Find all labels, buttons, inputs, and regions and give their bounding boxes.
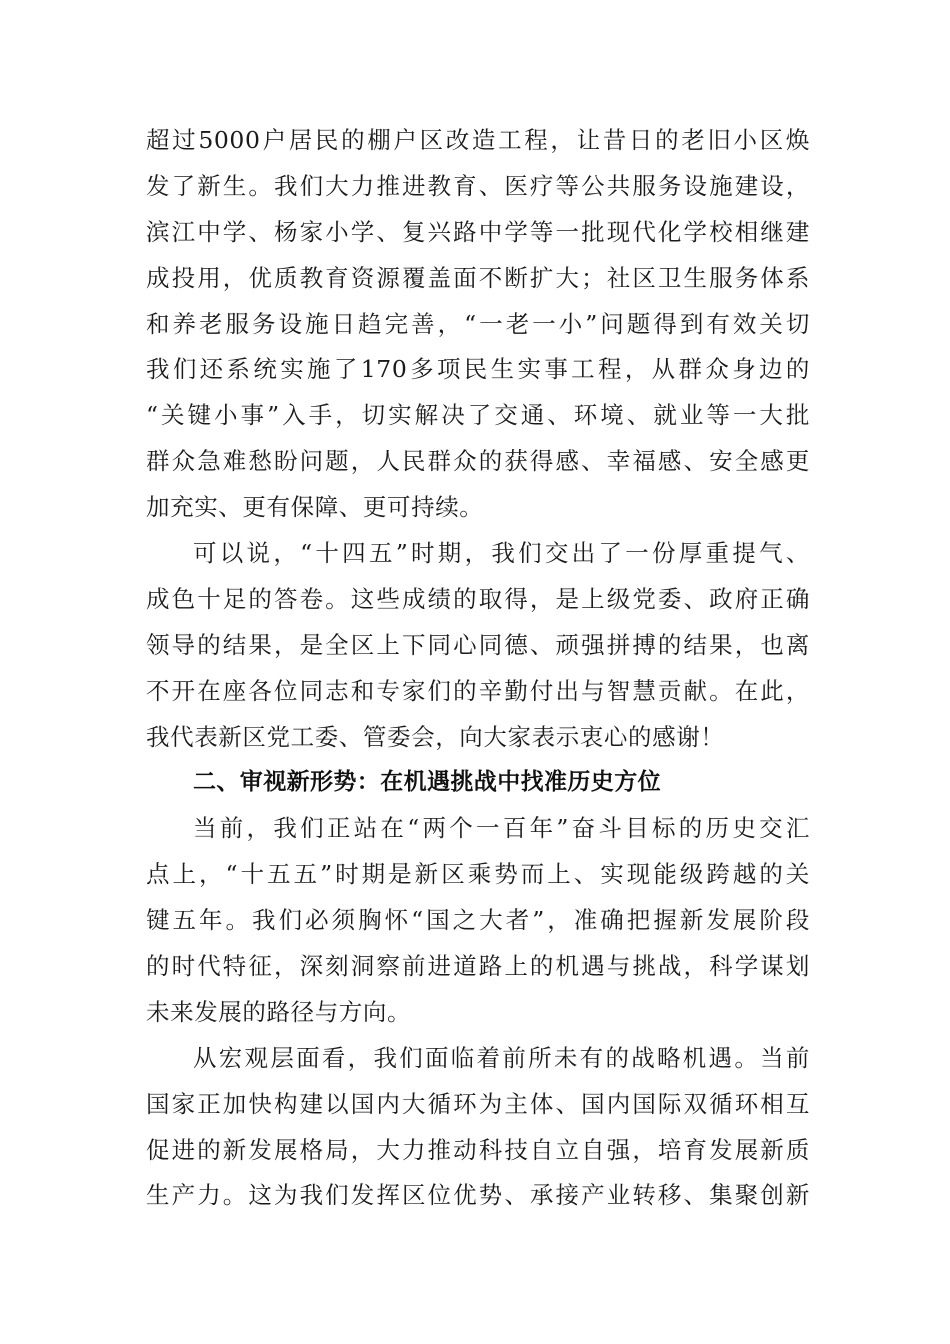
paragraph-line: 可以说，“十四五”时期，我们交出了一份厚重提气、 xyxy=(193,539,810,568)
paragraph-line: 滨江中学、杨家小学、复兴路中学等一批现代化学校相继建 xyxy=(146,217,810,246)
paragraph-line: 未来发展的路径与方向。 xyxy=(146,997,412,1026)
paragraph-line: 点上，“十五五”时期是新区乘势而上、实现能级跨越的关 xyxy=(146,860,810,889)
section-heading: 二、审视新形势：在机遇挑战中找准历史方位 xyxy=(193,769,661,796)
paragraph-line: 群众急难愁盼问题，人民群众的获得感、幸福感、安全感更 xyxy=(146,447,810,476)
paragraph-line: 超过5000户居民的棚户区改造工程，让昔日的老旧小区焕 xyxy=(146,126,810,154)
paragraph-line: 当前，我们正站在“两个一百年”奋斗目标的历史交汇 xyxy=(193,814,810,843)
document-body xyxy=(146,118,810,1219)
paragraph-line: 不开在座各位同志和专家们的辛勤付出与智慧贡献。在此， xyxy=(146,676,810,705)
paragraph-line: 成色十足的答卷。这些成绩的取得，是上级党委、政府正确 xyxy=(146,584,810,613)
paragraph-line: 键五年。我们必须胸怀“国之大者”，准确把握新发展阶段 xyxy=(146,906,810,935)
paragraph-3 xyxy=(146,806,810,1035)
paragraph-line: 发了新生。我们大力推进教育、医疗等公共服务设施建设， xyxy=(146,171,810,200)
paragraph-line: 领导的结果，是全区上下同心同德、顽强拼搏的结果，也离 xyxy=(146,630,810,659)
paragraph-line: 成投用，优质教育资源覆盖面不断扩大；社区卫生服务体系 xyxy=(146,263,810,292)
paragraph-line: 生产力。这为我们发挥区位优势、承接产业转移、集聚创新 xyxy=(146,1181,810,1210)
paragraph-line: 促进的新发展格局，大力推动科技自立自强，培育发展新质 xyxy=(146,1135,810,1164)
paragraph-line: 我代表新区党工委、管委会，向大家表示衷心的感谢！ xyxy=(146,722,725,751)
paragraph-line: 我们还系统实施了170多项民生实事工程，从群众身边的 xyxy=(146,355,810,384)
paragraph-line: 从宏观层面看，我们面临着前所未有的战略机遇。当前 xyxy=(193,1043,810,1072)
paragraph-line: 国家正加快构建以国内大循环为主体、国内国际双循环相互 xyxy=(146,1089,810,1118)
paragraph-line: 的时代特征，深刻洞察前进道路上的机遇与挑战，科学谋划 xyxy=(146,952,810,981)
paragraph-4 xyxy=(146,1036,810,1220)
paragraph-1 xyxy=(146,118,810,531)
paragraph-line: “关键小事”入手，切实解决了交通、环境、就业等一大批 xyxy=(146,401,810,430)
paragraph-line: 加充实、更有保障、更可持续。 xyxy=(146,493,484,522)
paragraph-line: 和养老服务设施日趋完善，“一老一小”问题得到有效关切 xyxy=(146,309,810,338)
paragraph-2 xyxy=(146,531,810,760)
